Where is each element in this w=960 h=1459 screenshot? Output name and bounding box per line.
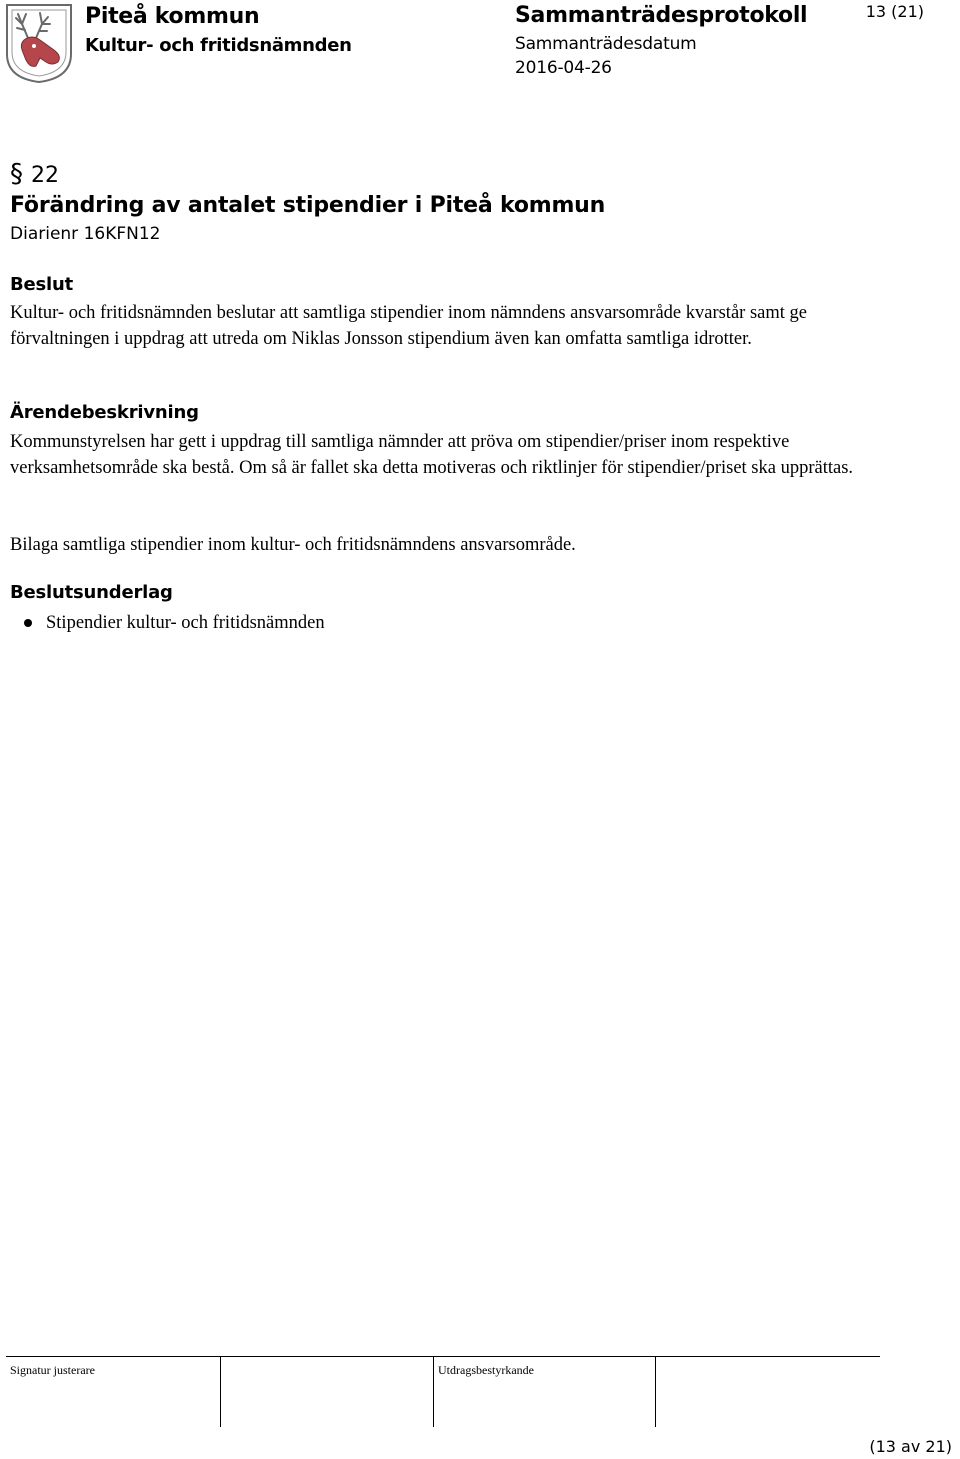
page-count: (13 av 21)	[869, 1437, 952, 1456]
footer-divider	[6, 1356, 880, 1357]
item-title: Förändring av antalet stipendier i Piteå kommun	[10, 193, 606, 218]
signature-box-divider	[655, 1357, 656, 1427]
section-symbol: §	[10, 159, 23, 189]
diarienr: Diarienr 16KFN12	[10, 224, 161, 244]
utdragsbestyrkande-label: Utdragsbestyrkande	[438, 1363, 534, 1377]
page-number: 13 (21)	[865, 2, 924, 21]
signature-box-divider	[220, 1357, 221, 1427]
underlag-item-label: Stipendier kultur- och fritidsnämnden	[46, 613, 325, 633]
underlag-heading: Beslutsunderlag	[10, 582, 173, 603]
bullet-icon	[24, 619, 32, 627]
bilaga-text: Bilaga samtliga stipendier inom kultur- och fritidsnämndens ansvarsområde.	[10, 535, 576, 555]
committee-name: Kultur- och fritidsnämnden	[85, 35, 352, 56]
document-type: Sammanträdesprotokoll	[515, 3, 808, 28]
reindeer-coat-of-arms-icon	[4, 2, 74, 84]
beslut-heading: Beslut	[10, 274, 74, 295]
paragraph-number-value: 22	[31, 163, 59, 188]
meeting-date-value: 2016-04-26	[515, 58, 612, 78]
arende-text: Kommunstyrelsen har gett i uppdrag till samtliga nämnder att pröva om stipendier/priser inom respektive verksamhetsområde ska bestå. Om så är fallet ska detta motiveras och riktlinjer för stipendier/priset ska upprättas.	[10, 432, 854, 478]
meeting-date-label: Sammanträdesdatum	[515, 34, 697, 54]
paragraph-number	[10, 159, 59, 189]
list-item	[24, 610, 325, 636]
arende-heading: Ärendebeskrivning	[10, 402, 199, 423]
beslut-text: Kultur- och fritidsnämnden beslutar att samtliga stipendier inom nämndens ansvarsområde kvarstår samt ge förvaltningen i uppdrag att utreda om Niklas Jonsson stipendium även kan omfatta samtliga idrotter.	[10, 303, 807, 349]
signatur-justerare-label: Signatur justerare	[10, 1363, 95, 1377]
organization-name: Piteå kommun	[85, 4, 260, 29]
signature-box-divider	[433, 1357, 434, 1427]
